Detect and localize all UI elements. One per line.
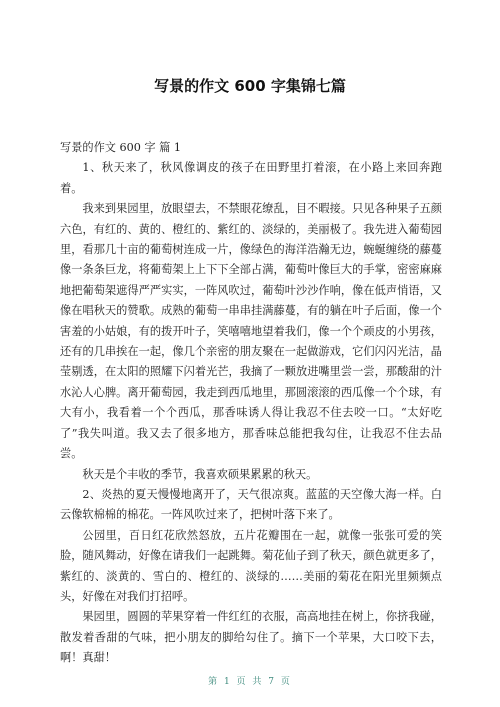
paragraph: 公园里，百日红花欣然怒放，五片花瓣围在一起，就像一张张可爱的笑脸，随风舞动，好像在请我们一起跳舞。菊花仙子到了秋天，颜色就更多了，紫红的、淡黄的、雪白的、橙红的、淡绿的……美丽的菊花在阳光里频频点头，好像在对我们打招呼。 [60, 528, 442, 603]
paragraph: 果园里，圆圆的苹果穿着一件红红的衣服，高高地挂在树上，你挤我碰，散发着香甜的气味，把小朋友的脚给勾住了。摘下一个苹果，大口咬下去，啊！真甜！ [60, 610, 442, 665]
paragraph: 2、炎热的夏天慢慢地离开了，天气很凉爽。蓝蓝的天空像大海一样。白云像软棉棉的棉花。一阵风吹过来了，把树叶落下来了。 [60, 487, 442, 522]
section-heading: 写景的作文 600 字 篇 1 [60, 141, 182, 154]
paragraph: 我来到果园里，放眼望去，不禁眼花缭乱，目不暇接。只见各种果子五颜六色，有红的、黄的、橙红的、紫红的、淡绿的，美丽极了。我先进入葡萄园里，看那几十亩的葡萄树连成一片，像绿色的海洋浩瀚无边，蜿蜒缠绕的藤蔓像一条条巨龙，将葡萄架上上下下全部占满，葡萄叶像巨大的手掌，密密麻麻地把葡萄架遮得严严实实，一阵风吹过，葡萄叶沙沙作响，像在低声悄语，又像在唱秋天的赞歌。成熟的葡萄一串串挂满藤蔓，有的躺在叶子后面，像一个害羞的小姑娘，有的拨开叶子，笑嘻嘻地望着我们，像一个个顽皮的小男孩，还有的几串挨在一起，像几个亲密的朋友聚在一起做游戏，它们闪闪光洁，晶莹剔透，在太阳的照耀下闪着光芒，我摘了一颗放进嘴里尝一尝，那酸甜的汁水沁人心脾。离开葡萄园，我走到西瓜地里，那圆滚滚的西瓜像一个个球，有大有小，我看着一个个西瓜，那香味诱人得让我忍不住去咬一口。“太好吃了”我失叫道。我又去了很多地方，那香味总能把我勾住，让我忍不住去品尝。 [60, 202, 442, 461]
paragraph: 秋天是个丰收的季节，我喜欢硕果累累的秋天。 [82, 467, 318, 481]
document-body [60, 138, 442, 669]
paragraph: 1、秋天来了，秋风像调皮的孩子在田野里打着滚，在小路上来回奔跑着。 [60, 161, 442, 195]
document-title: 写景的作文 600 字集锦七篇 [154, 77, 346, 95]
page-number: 第 1 页 共 7 页 [208, 677, 292, 687]
